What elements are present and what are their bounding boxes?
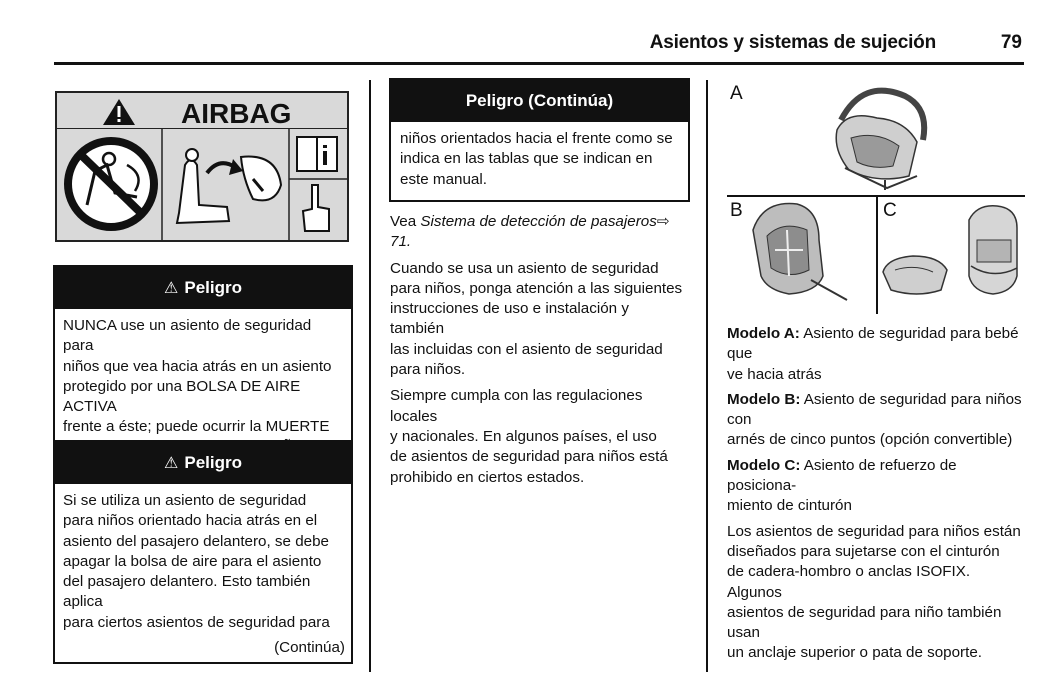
text-line: indica en las tablas que se indican en [400, 150, 653, 168]
text-line: este manual. [400, 170, 487, 188]
danger-title: Peligro [184, 278, 242, 297]
danger-continued-body [391, 122, 688, 200]
model-c-text: Asiento de refuerzo de posiciona- [727, 456, 957, 495]
manual-book-icon [297, 137, 337, 171]
text-line: Los asientos de seguridad para niños están [727, 522, 1021, 540]
text-line: Si se utiliza un asiento de seguridad [63, 492, 307, 509]
page-number: 79 [1000, 32, 1022, 53]
paragraph-anchors [727, 522, 1027, 664]
text-line: Cuando se usa un asiento de seguridad [390, 259, 659, 277]
danger-box-1 [53, 265, 353, 468]
text-line: para ciertos asientos de seguridad para [63, 613, 330, 631]
text-line: instrucciones de uso e instalación y también [390, 300, 629, 338]
model-a-text: ve hacia atrás [727, 365, 822, 383]
no-rear-facing-seat-icon [68, 141, 154, 227]
high-back-booster-illustration [969, 206, 1017, 294]
figure-label-b: B [730, 200, 743, 221]
danger-body [55, 484, 351, 633]
text-line: protegido por una BOLSA DE AIRE ACTIVA [63, 377, 301, 416]
figure-drawing [727, 80, 1025, 316]
column-divider-2 [706, 80, 708, 672]
text-line: frente a éste; puede ocurrir la MUERTE [63, 418, 330, 436]
model-b-caption [727, 390, 1027, 451]
continued-note: (Continúa) [274, 639, 345, 657]
passenger-sensing-link[interactable]: Sistema de detección de pasajeros [420, 213, 657, 230]
see-page: 71. [390, 233, 412, 251]
model-a-caption [727, 324, 1027, 385]
text-line: asientos de seguridad para niño también usan [727, 603, 1002, 642]
model-a-label: Modelo A: [727, 325, 800, 342]
danger-header [55, 442, 351, 484]
child-seat-figure [727, 80, 1025, 316]
header-rule [54, 62, 1024, 65]
airbag-warning-label [55, 91, 349, 242]
danger-continued-title: Peligro (Continúa) [391, 80, 688, 122]
column-divider-1 [369, 80, 371, 672]
text-line: del pasajero delantero. Esto también aplica [63, 573, 311, 611]
text-line: NUNCA use un asiento de seguridad para [63, 317, 312, 355]
text-line: prohibido en ciertos estados. [390, 468, 585, 486]
arrow-right-icon: ⇨ [656, 213, 670, 230]
text-line: diseñados para sujetarse con el cinturón [727, 542, 1000, 560]
text-line: las incluidas con el asiento de seguridad [390, 340, 663, 358]
booster-cushion-illustration [883, 256, 947, 294]
figure-label-c: C [883, 200, 897, 221]
infant-carrier-illustration [836, 91, 924, 190]
warning-triangle-icon: ⚠ [164, 455, 179, 472]
text-line: un anclaje superior o pata de soporte. [727, 644, 982, 662]
paragraph-regulations [390, 386, 686, 487]
text-line: para niños. [390, 361, 466, 379]
text-line: de cadera-hombro o anclas ISOFIX. Algunos [727, 563, 971, 601]
column-2-text [390, 212, 686, 494]
text-line: y nacionales. En algunos países, el uso [390, 427, 657, 445]
airbag-label-illustration [57, 93, 347, 240]
warning-triangle-icon: ⚠ [164, 280, 179, 297]
text-line: para niños orientado hacia atrás en el [63, 512, 318, 530]
figure-label-a: A [730, 83, 743, 104]
paragraph-usage [390, 259, 686, 381]
danger-title: Peligro [184, 453, 242, 472]
model-c-text: miento de cinturón [727, 497, 852, 515]
danger-header [55, 267, 351, 309]
text-line: niños orientados hacia el frente como se [400, 130, 673, 147]
model-c-caption [727, 456, 1027, 517]
text-line: niños que vea hacia atrás en un asiento [63, 357, 332, 375]
airbag-label-title: AIRBAG [181, 98, 292, 129]
column-3-text [727, 324, 1027, 669]
model-b-label: Modelo B: [727, 390, 801, 408]
danger-continued-box [389, 78, 690, 202]
text-line: apagar la bolsa de aire para el asiento [63, 552, 322, 570]
model-c-label: Modelo C: [727, 456, 801, 474]
model-b-text: arnés de cinco puntos (opción convertible) [727, 431, 1013, 449]
model-b-text: Asiento de seguridad para niños con [727, 390, 1022, 429]
text-line: asiento del pasajero delantero, se debe [63, 532, 329, 550]
page-header [54, 28, 1024, 60]
text-line: de asientos de seguridad para niños está [390, 448, 668, 466]
danger-box-2 [53, 440, 353, 664]
text-line: para niños, ponga atención a las siguientes [390, 279, 683, 297]
text-line: Siempre cumpla con las regulaciones locales [390, 387, 643, 425]
convertible-seat-illustration [753, 204, 847, 300]
section-title: Asientos y sistemas de sujeción [649, 32, 936, 53]
model-a-text: Asiento de seguridad para bebé que [727, 325, 1019, 363]
see-prefix: Vea [390, 213, 421, 230]
see-reference [390, 212, 686, 253]
